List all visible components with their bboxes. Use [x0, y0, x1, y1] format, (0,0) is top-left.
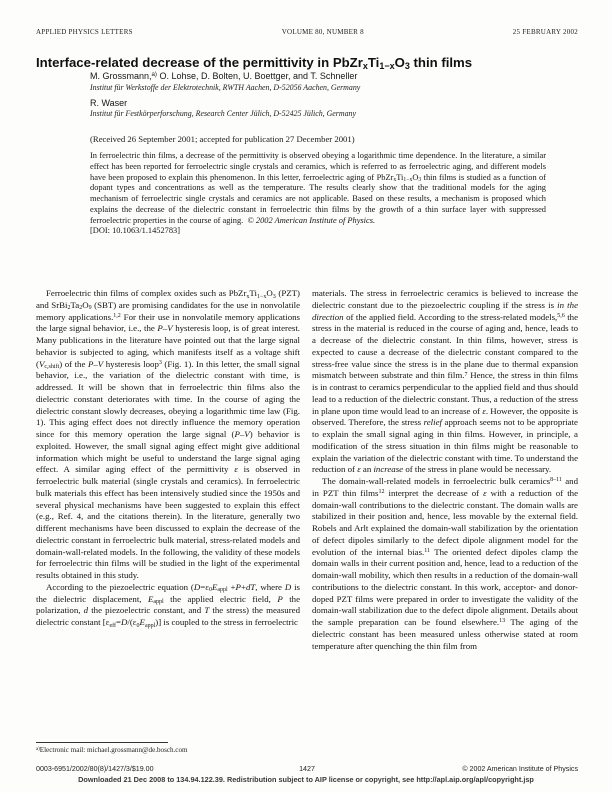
journal-name: APPLIED PHYSICS LETTERS: [36, 28, 133, 36]
paragraph-2-continued: materials. The stress in ferroelectric ceramics is believed to increase the dielectric constant due to the piezoelectric coupling if the stress is in the direction of the applied field. According to the stress-related models,$^{5,6}$ the stress in the material is reduced in the course of aging and, hence, leads to a decrease of the dielectric constant. In thin films, however, stress is expected to cause a decrease of the dielectric constant compared to the stress-free value since the stress is in the plane due to thermal expansion mismatch between substrate and thin film.$^7$ Hence, the stress in thin films is in contrast to ceramics perpendicular to the applied field and thus should lead to a reduction of the dielectric constant. Thus, a reduction of the stress in plane upon time would lead to an increase of ε. However, the opposite is observed. Therefore, the stress relief approach seems not to be appropriate to explain the small signal aging in thin films. However, in principle, a modification of the stress situation in thin films might be reasonable to explain the variation of the dielectric constant with time. To understand the reduction of ε an increase of the stress in plane would be necessary.: [312, 288, 579, 475]
paragraph-1: Ferroelectric thin films of complex oxides such as $PbZr_xTi_{1-x}O_3$ (PZT) and $SrBi_2Ta_2O_9$ (SBT) are promising candidates for the use in nonvolatile memory applications.$^{1,2}$ For their use in nonvolatile memory applications the large signal behavior, i.e., the P–V hysteresis loop, is of great interest. Many publications in the literature have pointed out that the large signal behavior is subjected to aging, which manifests itself as a voltage shift $(V_{c,shift})$ of the P–V hysteresis loop$^3$ (Fig. 1). In this letter, the small signal behavior, i.e., the variation of the dielectric constant with time, is addressed. It will be shown that in ferroelectric thin films also the dielectric constant deteriorates with time. In the course of aging the dielectric constant slowly decreases, obeying a logarithmic time law (Fig. 1). This aging effect does not directly influence the memory operation since for this memory operation the large signal (P–V) behavior is exploited. However, the small signal aging effect might give additional information which might be useful to understand the large signal aging effect. A similar aging effect of the permittivity ε is observed in ferroelectric bulk material (single crystals and ceramics). In ferroelectric bulk materials this effect has been intensively studied since the 1950s and several physical mechanisms have been suggested to explain this effect (e.g., Ref. 4, and the citations therein). In the literature, generally two different mechanisms have been discussed to explain the decrease of the dielectric constant in ferroelectric bulk material, stress-related models and domain-wall-related models. In the following, the validity of these models for ferroelectric thin films will be studied in the light of the experimental results obtained in this study.: [36, 288, 301, 580]
abstract: [90, 151, 546, 237]
footnote-email: $^{a)}$Electronic mail: michael.grossmann@de.bosch.com: [36, 746, 188, 754]
author-list: M. Grossmann,$^{a)}$ O. Lohse, D. Bolten, U. Boettger, and T. Schneller: [90, 71, 358, 81]
footer: [36, 765, 578, 775]
doi-line: [DOI: 10.1063/1.1452783]: [90, 226, 181, 236]
paragraph-2: According to the piezoelectric equation ($D=\varepsilon_0E_{appl} +P+dT$, where D is the dielectric displacement, $E_{appl}$ the applied electric field, P the polarization, d the piezoelectric constant, and T the stress) the measured dielectric constant $[\varepsilon_{eff}=D/(\varepsilon_0E_{appl})]$ is coupled to the stress in ferroelectric: [36, 581, 301, 629]
body-column-left: [36, 288, 300, 629]
body-column-right: [312, 288, 578, 652]
author-2: R. Waser: [90, 97, 128, 108]
footer-page-number: 1427: [299, 765, 315, 773]
running-header: [36, 28, 578, 36]
download-stamp: Downloaded 21 Dec 2008 to 134.94.122.39. Redistribution subject to AIP license or copyright, see http://apl.aip.org/apl/copyright.jsp: [78, 775, 534, 784]
issue-date: 25 FEBRUARY 2002: [512, 28, 578, 36]
footnote-divider: [36, 742, 168, 743]
footer-copyright: © 2002 American Institute of Physics: [462, 765, 578, 773]
footer-issn-price: 0003-6951/2002/80(8)/1427/3/$19.00: [36, 765, 154, 773]
paper-title: Interface-related decrease of the permittivity in $PbZr_xTi_{1-x}O_3$ thin films: [36, 54, 473, 72]
abstract-text: In ferroelectric thin films, a decrease of the permittivity is observed obeying a logarithmic time dependence. In the literature, a similar effect has been reported for ferroelectric single crystals and ceramics, which is referred to as ferroelectric aging, and different models have been proposed to explain this phenomenon. In this letter, ferroelectric aging of $PbZr_xTi_{1-x}O_3$ thin films is studied as a function of dopant types and concentrations as well as the temperature. The results clearly show that the traditional models for the aging mechanism of ferroelectric single crystals and ceramics are not applicable. Based on these results, a mechanism is proposed which explains the decrease of the dielectric constant in ferroelectric thin films by the growth of a thin surface layer with suppressed ferroelectric properties in the course of aging. © 2002 American Institute of Physics.: [90, 151, 546, 225]
affiliation-2: Institut für Festkörperforschung, Research Center Jülich, D-52425 Jülich, Germany: [90, 109, 356, 118]
received-line: (Received 26 September 2001; accepted for publication 27 December 2001): [90, 134, 355, 144]
volume-info: VOLUME 80, NUMBER 8: [281, 28, 364, 36]
affiliation-1: Institut für Werkstoffe der Elektrotechnik, RWTH Aachen, D-52056 Aachen, Germany: [90, 82, 361, 92]
author-block: [90, 71, 572, 118]
paragraph-3: The domain-wall-related models in ferroelectric bulk ceramics$^{8-11}$ and in PZT thin films$^{12}$ interpret the decrease of ε with a reduction of the domain-wall contributions to the dielectric constant. The domain walls are stabilized in their position and, hence, less movable by the external field. Robels and Arlt explained the domain-wall stabilization by the orientation of defect dipoles similarly to the defect dipole alignment model for the evolution of the internal bias.$^{11}$ The oriented defect dipoles clamp the domain walls in their current position and, hence, lead to a reduction of the domain-wall mobility, which then results in a reduction of the domain-wall contributions to the dielectric constant. In this work, acceptor- and donor-doped PZT films were prepared in order to investigate the validity of the domain-wall stabilization due to the defect dipole alignment. Details about the sample preparation can be found elsewhere.$^{13}$ The aging of the dielectric constant has been measured unless otherwise stated at room temperature after quenching the thin film from: [312, 476, 578, 651]
